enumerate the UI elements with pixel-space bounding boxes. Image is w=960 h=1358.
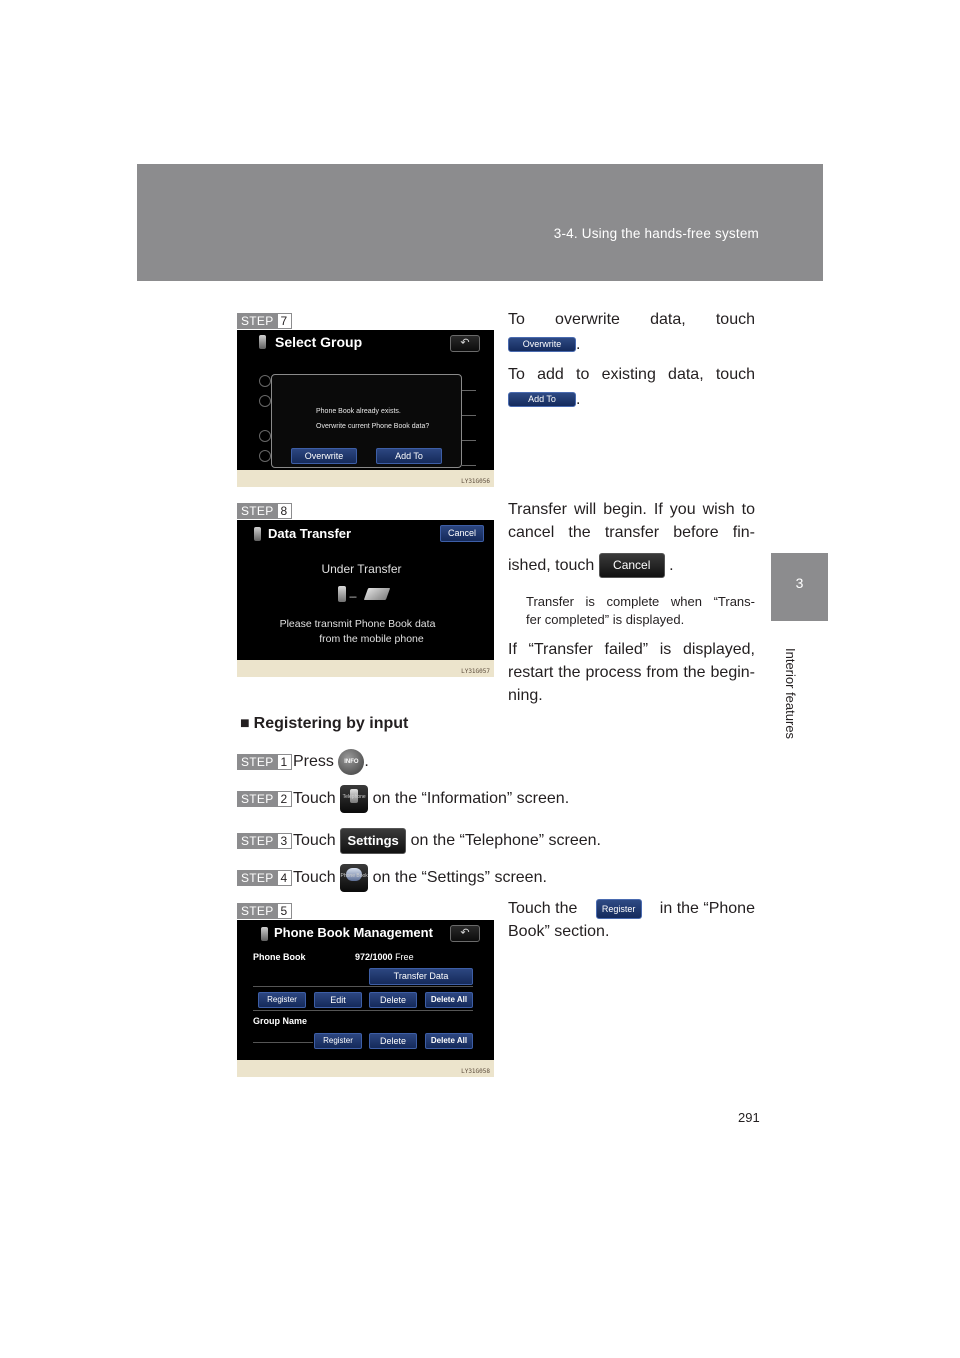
screen-title: Phone Book Management <box>274 925 433 940</box>
step-2-text: Touch Telephone on the “Information” screen. <box>293 784 569 814</box>
row-divider <box>253 1010 473 1011</box>
step-4-tag: STEP 4 <box>237 870 292 886</box>
step-5-text-line-1: Touch the Register in the “Phone <box>508 900 755 917</box>
section-title: 3-4. Using the hands-free system <box>553 226 759 241</box>
row-divider <box>253 986 473 987</box>
list-edge-right <box>462 370 476 470</box>
register-button[interactable]: Register <box>258 992 306 1008</box>
step-7-tag: STEP 7 <box>237 313 292 329</box>
list-edge-left <box>259 370 271 470</box>
phone-book-count: 972/1000 Free <box>355 952 414 962</box>
section-header-band <box>137 164 823 281</box>
row-divider <box>253 1042 313 1043</box>
image-code: LY31G057 <box>461 668 490 675</box>
add-instruction: To add to existing data, touch <box>508 366 755 383</box>
section-heading <box>240 715 408 733</box>
image-code: LY31G058 <box>461 1068 490 1075</box>
phone-icon <box>259 335 266 349</box>
screen-title: Data Transfer <box>268 526 352 541</box>
inline-register-button: Register <box>596 899 642 919</box>
step-3-text: Touch Settings on the “Telephone” screen. <box>293 826 601 856</box>
dialog-line-1: Phone Book already exists. <box>316 408 401 415</box>
transfer-note-line-2: fer completed” is displayed. <box>526 612 685 627</box>
step-1-tag: STEP 1 <box>237 754 292 770</box>
chapter-number: 3 <box>795 575 804 591</box>
phone-book-label: Phone Book <box>253 952 306 962</box>
transfer-arrow-icon: --- <box>349 592 356 603</box>
section-heading-text: Registering by input <box>253 715 409 732</box>
transfer-message-line-2: from the mobile phone <box>319 633 424 645</box>
phone-book-management-screenshot <box>237 920 494 1077</box>
image-code: LY31G056 <box>461 478 490 485</box>
inline-add-to-button: Add To <box>508 392 576 407</box>
data-transfer-screenshot <box>237 520 494 677</box>
transfer-message-line-1: Please transmit Phone Book data <box>279 618 436 630</box>
transfer-note-line-1: Transfer is complete when “Trans- <box>526 594 755 609</box>
transfer-text-line-2: cancel the transfer before fin- <box>508 524 755 541</box>
fail-text-line-3: ning. <box>508 687 543 704</box>
back-icon: ↶ <box>450 335 480 352</box>
overwrite-button[interactable]: Overwrite <box>291 448 357 464</box>
dialog-line-2: Overwrite current Phone Book data? <box>316 423 430 430</box>
screenshot-frame <box>237 1060 494 1077</box>
edit-button[interactable]: Edit <box>314 992 362 1008</box>
screenshot-frame <box>237 660 494 677</box>
screenshot-frame <box>237 470 494 487</box>
screen-title: Select Group <box>275 334 363 350</box>
transfer-data-button[interactable]: Transfer Data <box>369 968 473 985</box>
step-2-tag: STEP 2 <box>237 791 292 807</box>
fail-text-line-2: restart the process from the begin- <box>508 664 755 681</box>
delete-all-button[interactable]: Delete All <box>425 992 473 1008</box>
phone-book-icon: Phone Book <box>340 864 368 892</box>
transfer-text-line-3: ished, touch Cancel . <box>508 552 674 580</box>
add-to-button[interactable]: Add To <box>376 448 442 464</box>
transfer-text-line-1: Transfer will begin. If you wish to <box>508 501 755 518</box>
delete-button[interactable]: Delete <box>369 992 417 1008</box>
group-register-button[interactable]: Register <box>314 1033 362 1049</box>
inline-overwrite-button: Overwrite <box>508 337 576 352</box>
group-delete-button[interactable]: Delete <box>369 1033 417 1049</box>
settings-button-icon: Settings <box>340 828 406 854</box>
overwrite-instruction: To overwrite data, touch <box>508 311 755 328</box>
page-number: 291 <box>738 1110 760 1125</box>
overwrite-dialog <box>271 374 462 468</box>
group-name-label: Group Name <box>253 1016 308 1026</box>
back-icon: ↶ <box>450 925 480 942</box>
transfer-status: Under Transfer <box>321 562 402 576</box>
select-group-screenshot <box>237 330 494 487</box>
step-4-text: Touch Phone Book on the “Settings” screen. <box>293 863 547 893</box>
cancel-button[interactable]: Cancel <box>440 525 484 542</box>
add-inline-line: Add To . <box>508 388 580 411</box>
step-1-text: Press INFO . <box>293 748 369 776</box>
inline-cancel-button: Cancel <box>599 553 665 578</box>
info-button-icon: INFO <box>338 749 364 775</box>
mobile-phone-icon <box>338 586 346 602</box>
group-delete-all-button[interactable]: Delete All <box>425 1033 473 1049</box>
overwrite-inline-line: Overwrite . <box>508 333 580 356</box>
chapter-label: Interior features <box>783 648 798 740</box>
step-5-tag: STEP 5 <box>237 903 292 919</box>
step-3-tag: STEP 3 <box>237 833 292 849</box>
fail-text-line-1: If “Transfer failed” is displayed, <box>508 641 755 658</box>
phone-book-icon <box>364 588 390 600</box>
telephone-icon: Telephone <box>340 785 368 813</box>
chapter-tab <box>771 553 828 621</box>
section-marker: ■ <box>240 715 250 732</box>
step-8-tag: STEP 8 <box>237 503 292 519</box>
step-5-text-line-2: Book” section. <box>508 923 610 940</box>
phone-icon <box>261 927 268 941</box>
phone-icon <box>254 527 261 541</box>
